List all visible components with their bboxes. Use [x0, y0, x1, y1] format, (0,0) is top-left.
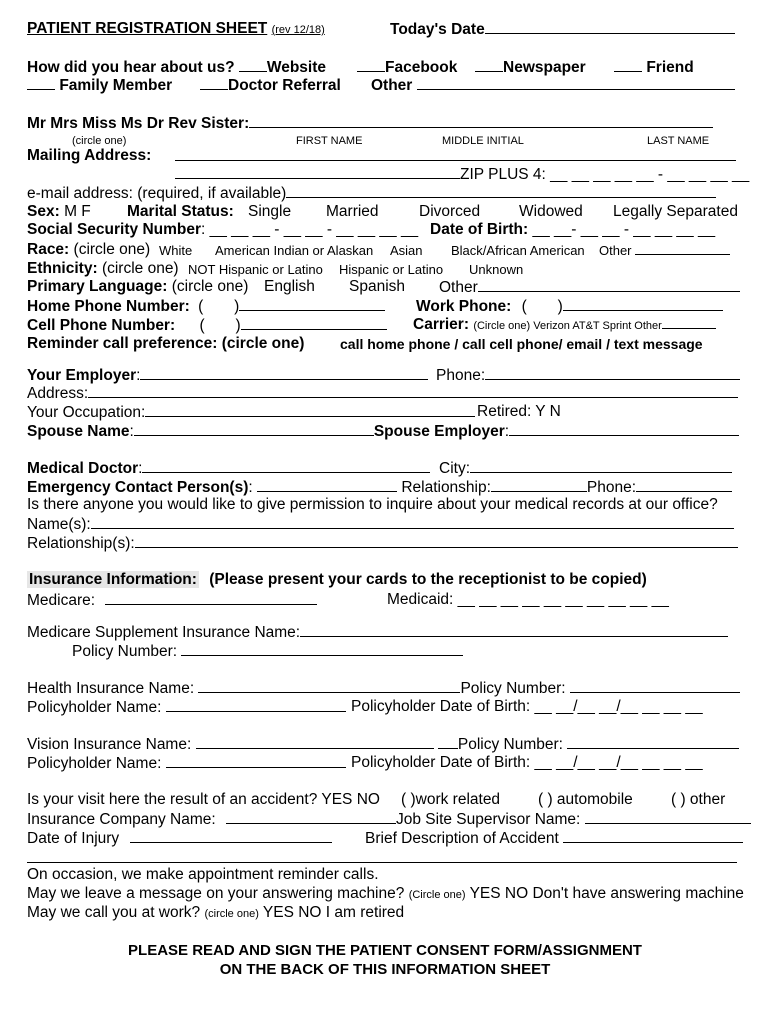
health-holder-dob-label: Policyholder Date of Birth:	[351, 698, 531, 715]
consent-notice-line-2: ON THE BACK OF THIS INFORMATION SHEET	[219, 961, 551, 978]
medicaid-label: Medicaid:	[387, 591, 454, 608]
health-policy-field[interactable]	[570, 678, 740, 693]
supplement-field[interactable]	[300, 622, 728, 637]
reminder-circle-hint: (circle one)	[221, 335, 305, 352]
newspaper-option: Newspaper	[503, 59, 586, 76]
employer-row: Your Employer:	[27, 365, 428, 385]
medical-doctor-row: Medical Doctor:	[27, 458, 430, 478]
vision-policy-blank[interactable]	[438, 734, 458, 749]
supplement-policy-label: Policy Number:	[72, 643, 178, 660]
date-injury-label: Date of Injury	[27, 830, 120, 847]
ethnicity-hispanic[interactable]: Hispanic or Latino	[339, 262, 444, 277]
race-white[interactable]: White	[159, 243, 193, 258]
supplement-label: Medicare Supplement Insurance Name:	[27, 624, 301, 641]
vision-holder-label: Policyholder Name:	[27, 755, 162, 772]
answering-machine-row	[27, 884, 744, 905]
date-injury-field[interactable]	[130, 828, 332, 843]
form-title: PATIENT REGISTRATION SHEET	[27, 20, 268, 37]
todays-date-row	[390, 19, 735, 39]
language-circle-hint: (circle one)	[171, 278, 249, 295]
website-option: Website	[266, 59, 327, 76]
cell-phone-label: Cell Phone Number:	[27, 317, 176, 334]
medicare-row	[27, 590, 317, 610]
medicaid-row	[387, 590, 669, 609]
accident-description-row	[365, 828, 743, 848]
employer-address-field[interactable]	[88, 383, 738, 398]
home-phone-row	[27, 296, 385, 316]
permission-question: Is there anyone you would like to give permission to inquire about your medical records at our office?	[27, 496, 718, 513]
doctor-city-row	[439, 458, 732, 478]
reminder-intro: On occasion, we make appointment reminder calls.	[27, 866, 379, 883]
reminder-row	[27, 334, 304, 353]
work-phone-label: Work Phone:	[416, 298, 512, 315]
mailing-city-field[interactable]	[175, 164, 460, 179]
emergency-label: Emergency Contact Person(s)	[27, 479, 249, 496]
work-phone-row	[416, 296, 723, 316]
insurance-company-label: Insurance Company Name:	[27, 811, 216, 828]
ethnicity-label: Ethnicity:	[27, 260, 98, 277]
referral-question: How did you hear about us?	[27, 59, 235, 76]
insurance-heading-row	[27, 570, 647, 589]
health-holder-row	[27, 697, 346, 717]
health-insurance-row	[27, 678, 740, 698]
spouse-employer-label: Spouse Employer	[373, 423, 505, 440]
facebook-option: Facebook	[385, 59, 458, 76]
employer-phone-row	[436, 365, 740, 385]
referral-row-1	[27, 57, 326, 77]
emergency-relationship-label: Relationship:	[401, 479, 491, 496]
ssn-row	[27, 220, 418, 239]
work-phone-field[interactable]	[563, 296, 723, 311]
race-asian[interactable]: Asian	[390, 243, 423, 258]
insurance-instruction: (Please present your cards to the receptionist to be copied)	[209, 571, 647, 588]
carrier-label: Carrier:	[413, 316, 469, 333]
emergency-row: Emergency Contact Person(s): Relationship: Phone:	[27, 477, 732, 497]
accident-work-related[interactable]: ( )work related	[401, 791, 501, 808]
call-at-work-row	[27, 903, 404, 924]
accident-question[interactable]: Is your visit here the result of an accident? YES NO	[27, 791, 380, 808]
call-at-work-options[interactable]: YES NO I am retired	[262, 904, 405, 921]
carrier-row	[413, 315, 716, 336]
email-row	[27, 183, 716, 203]
marital-widowed[interactable]: Widowed	[519, 203, 583, 220]
supplement-row	[27, 622, 728, 642]
todays-date-label: Today's Date	[390, 21, 485, 38]
permission-relationships-label: Relationship(s):	[27, 535, 135, 552]
language-spanish[interactable]: Spanish	[349, 278, 406, 295]
occupation-row	[27, 402, 475, 422]
ssn-label: Social Security Number	[27, 221, 202, 238]
carrier-options[interactable]: (Circle one) Verizon AT&T Sprint Other	[473, 320, 662, 332]
doctor-city-label: City:	[439, 460, 470, 477]
zip-plus4-label: ZIP PLUS 4: __ __ __ __ __ - __ __ __ __	[460, 166, 750, 183]
referral-other-field[interactable]	[417, 75, 735, 90]
date-injury-row	[27, 828, 332, 848]
work-area-close: )	[557, 298, 563, 315]
permission-relationships-row	[27, 533, 738, 553]
accident-description-label: Brief Description of Accident	[365, 830, 559, 847]
title-name-row	[27, 113, 713, 133]
friend-blank[interactable]	[614, 57, 642, 72]
vision-insurance-label: Vision Insurance Name:	[27, 736, 192, 753]
health-holder-dob-row	[351, 697, 703, 716]
language-other-row	[439, 277, 740, 297]
home-phone-label: Home Phone Number:	[27, 298, 190, 315]
dob-label: Date of Birth:	[430, 221, 529, 238]
occupation-field[interactable]	[145, 402, 475, 417]
marital-status-label: Marital Status:	[127, 203, 234, 220]
vision-insurance-row	[27, 734, 739, 754]
vision-holder-row	[27, 753, 346, 773]
title-circle-hint: (circle one)	[72, 135, 127, 147]
retired-options[interactable]: Retired: Y N	[477, 403, 561, 420]
spouse-employer-field[interactable]	[509, 421, 739, 436]
marital-divorced[interactable]: Divorced	[419, 203, 481, 220]
ethnicity-unknown[interactable]: Unknown	[469, 262, 524, 277]
marital-legally-separated[interactable]: Legally Separated	[613, 203, 738, 220]
doctor-referral-blank[interactable]	[200, 75, 228, 90]
consent-notice-line-1: PLEASE READ AND SIGN THE PATIENT CONSENT FORM/ASSIGNMENT	[128, 942, 642, 959]
dob-row	[430, 220, 715, 239]
employer-phone-field[interactable]	[485, 365, 740, 380]
work-area-open: (	[521, 298, 527, 315]
facebook-blank[interactable]	[357, 57, 385, 72]
health-holder-label: Policyholder Name:	[27, 699, 162, 716]
language-label: Primary Language:	[27, 278, 168, 295]
emergency-phone-field[interactable]	[636, 477, 732, 492]
supplement-policy-row	[72, 641, 463, 661]
employer-field[interactable]	[140, 365, 428, 380]
mailing-address-label: Mailing Address:	[27, 147, 152, 164]
mailing-address-line-1	[175, 146, 736, 166]
language-other-field[interactable]	[478, 277, 740, 292]
full-name-field[interactable]	[249, 113, 713, 128]
friend-option: Friend	[646, 59, 694, 76]
occupation-label: Your Occupation:	[27, 404, 146, 421]
ethnicity-label-row	[27, 259, 179, 278]
spouse-name-label: Spouse Name	[27, 423, 130, 440]
health-holder-field[interactable]	[166, 697, 346, 712]
accident-other[interactable]: ( ) other	[671, 791, 726, 808]
race-label-row	[27, 240, 150, 259]
insurance-company-row	[27, 809, 751, 829]
cell-area-close: )	[235, 317, 241, 334]
employer-address-row	[27, 383, 738, 403]
health-insurance-field[interactable]	[198, 678, 460, 693]
facebook-wrap	[357, 57, 457, 77]
insurance-heading: Insurance Information:	[29, 571, 197, 588]
vision-holder-dob-field[interactable]: __ __/__ __/__ __ __ __	[534, 754, 703, 771]
referral-other-wrap	[371, 75, 735, 95]
medical-doctor-field[interactable]	[142, 458, 430, 473]
supervisor-field[interactable]	[585, 809, 751, 824]
employer-label: Your Employer	[27, 367, 137, 384]
spouse-row: Spouse Name: Spouse Employer:	[27, 421, 739, 441]
reminder-options[interactable]: call home phone / call cell phone/ email / text message	[340, 336, 703, 352]
sex-options[interactable]: M F	[64, 203, 91, 220]
emergency-field[interactable]	[257, 477, 397, 492]
medicare-label: Medicare:	[27, 592, 96, 609]
home-area-close: )	[234, 298, 240, 315]
vision-policy-field[interactable]	[567, 734, 739, 749]
employer-address-label: Address:	[27, 385, 89, 402]
language-other[interactable]: Other	[439, 279, 478, 296]
permission-relationships-field[interactable]	[135, 533, 738, 548]
race-label: Race:	[27, 241, 70, 258]
language-english[interactable]: English	[264, 278, 315, 295]
medical-doctor-label: Medical Doctor	[27, 460, 139, 477]
medicaid-field[interactable]: __ __ __ __ __ __ __ __ __ __	[457, 591, 669, 608]
doctor-referral-wrap	[200, 75, 341, 95]
middle-initial-caption: MIDDLE INITIAL	[442, 135, 524, 147]
mailing-address-line-2	[175, 164, 749, 184]
mailing-address-field[interactable]	[175, 146, 736, 161]
emergency-relationship-field[interactable]	[491, 477, 587, 492]
race-circle-hint: (circle one)	[73, 241, 151, 258]
race-other-row	[599, 241, 730, 260]
spouse-name-field[interactable]	[134, 421, 374, 436]
doctor-referral-option: Doctor Referral	[228, 77, 341, 94]
form-title-row	[27, 19, 325, 40]
ethnicity-circle-hint: (circle one)	[101, 260, 179, 277]
website-blank[interactable]	[239, 57, 267, 72]
health-holder-dob-field[interactable]: __ __/__ __/__ __ __ __	[534, 698, 703, 715]
permission-names-row	[27, 514, 734, 534]
answering-machine-options[interactable]: YES NO Don't have answering machine	[469, 885, 744, 902]
cell-phone-row	[27, 315, 387, 335]
first-name-caption: FIRST NAME	[296, 135, 363, 147]
race-black[interactable]: Black/African American	[451, 243, 585, 258]
email-label: e-mail address: (required, if available)	[27, 185, 287, 202]
doctor-city-field[interactable]	[470, 458, 732, 473]
ssn-field[interactable]: : __ __ __ - __ __ - __ __ __ __	[201, 221, 419, 238]
cell-area-open: (	[199, 317, 205, 334]
call-at-work-question: May we call you at work?	[27, 904, 201, 921]
sex-label: Sex:	[27, 203, 60, 220]
reminder-label: Reminder call preference:	[27, 335, 218, 352]
friend-wrap	[614, 57, 694, 77]
vision-policy-label: Policy Number:	[457, 736, 563, 753]
revision-note: (rev 12/18)	[271, 24, 325, 36]
referral-row-2	[27, 75, 172, 95]
newspaper-wrap	[475, 57, 586, 77]
vision-holder-field[interactable]	[166, 753, 346, 768]
cell-phone-field[interactable]	[241, 315, 387, 330]
permission-names-field[interactable]	[91, 514, 734, 529]
call-at-work-hint: (circle one)	[204, 908, 259, 920]
health-policy-label: Policy Number:	[460, 680, 566, 697]
supervisor-label: Job Site Supervisor Name:	[395, 811, 581, 828]
answering-machine-question: May we leave a message on your answering machine?	[27, 885, 405, 902]
last-name-caption: LAST NAME	[647, 135, 710, 147]
accident-automobile[interactable]: ( ) automobile	[538, 791, 633, 808]
race-american-indian[interactable]: American Indian or Alaskan	[215, 243, 374, 258]
family-member-option: Family Member	[59, 77, 173, 94]
employer-phone-label: Phone:	[436, 367, 486, 384]
race-other-field[interactable]	[635, 243, 730, 255]
accident-description-field[interactable]	[563, 828, 743, 843]
vision-insurance-field[interactable]	[196, 734, 434, 749]
family-member-blank[interactable]	[27, 75, 55, 90]
sex-row	[27, 202, 91, 221]
race-other[interactable]: Other	[599, 243, 632, 258]
vision-holder-dob-row	[351, 753, 703, 772]
marital-single[interactable]: Single	[248, 203, 292, 220]
newspaper-blank[interactable]	[475, 57, 503, 72]
ethnicity-not-hispanic[interactable]: NOT Hispanic or Latino	[188, 262, 323, 277]
supplement-policy-field[interactable]	[181, 641, 463, 656]
referral-other-label: Other	[371, 77, 413, 94]
accident-description-line[interactable]	[27, 862, 737, 863]
dob-field[interactable]: __ __- __ __ - __ __ __ __	[528, 221, 716, 238]
home-area-open: (	[198, 298, 204, 315]
marital-married[interactable]: Married	[326, 203, 379, 220]
carrier-other-field[interactable]	[662, 317, 716, 329]
title-options: Mr Mrs Miss Ms Dr Rev Sister:	[27, 115, 250, 132]
medicare-field[interactable]	[105, 590, 317, 605]
language-label-row	[27, 277, 248, 296]
email-field[interactable]	[286, 183, 716, 198]
answering-machine-hint: (Circle one)	[408, 889, 466, 901]
todays-date-field[interactable]	[485, 19, 735, 34]
emergency-phone-label: Phone:	[586, 479, 637, 496]
vision-holder-dob-label: Policyholder Date of Birth:	[351, 754, 531, 771]
permission-names-label: Name(s):	[27, 516, 91, 533]
home-phone-field[interactable]	[239, 296, 385, 311]
insurance-company-field[interactable]	[226, 809, 396, 824]
health-insurance-label: Health Insurance Name:	[27, 680, 195, 697]
